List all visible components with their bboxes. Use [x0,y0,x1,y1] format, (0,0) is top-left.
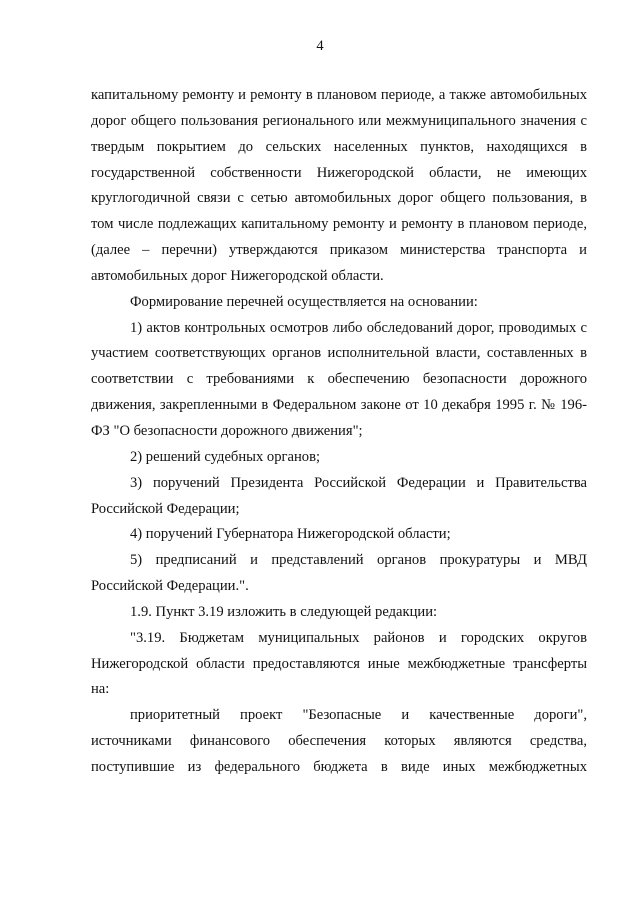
list-item-1: 1) актов контрольных осмотров либо обследований дорог, проводимых с участием соответствующих органов исполнительной власти, составленных в соответствии с требованиями к обеспечению безопасности дорожного движения, закрепленными в Федеральном законе от 10 декабря 1995 г. № 196-ФЗ "О безопасности дорожного движения"; [91,319,587,439]
document-body [91,83,587,781]
paragraph-lists-basis: Формирование перечней осуществляется на основании: [130,293,478,310]
paragraph-clause-3-19: "3.19. Бюджетам муниципальных районов и городских округов Нижегородской области предоставляются иные межбюджетные трансферты на: [91,629,587,698]
list-item-5: 5) предписаний и представлений органов прокуратуры и МВД Российской Федерации.". [91,552,587,595]
paragraph-priority-project: приоритетный проект "Безопасные и качественные дороги", источниками финансового обеспечения которых являются средства, поступившие из федерального бюджета в виде иных межбюджетных [91,707,587,775]
list-item-4: 4) поручений Губернатора Нижегородской области; [130,526,451,543]
list-item-2: 2) решений судебных органов; [130,448,321,465]
paragraph-continuation: капитальному ремонту и ремонту в плановом периоде, а также автомобильных дорог общего пользования регионального или межмуниципального значения с твердым покрытием до сельских населенных пунктов, находящихся в государственной собственности Нижегородской области, не имеющих круглогодичной связи с сетью автомобильных дорог общего пользования, в том числе подлежащих капитальному ремонту и ремонту в плановом периоде, (далее – перечни) утверждаются приказом министерства транспорта и автомобильных дорог Нижегородской области. [91,87,587,284]
paragraph-amendment-1-9: 1.9. Пункт 3.19 изложить в следующей редакции: [130,603,438,620]
list-item-3: 3) поручений Президента Российской Федерации и Правительства Российской Федерации; [91,474,587,517]
page-number: 4 [316,38,324,54]
